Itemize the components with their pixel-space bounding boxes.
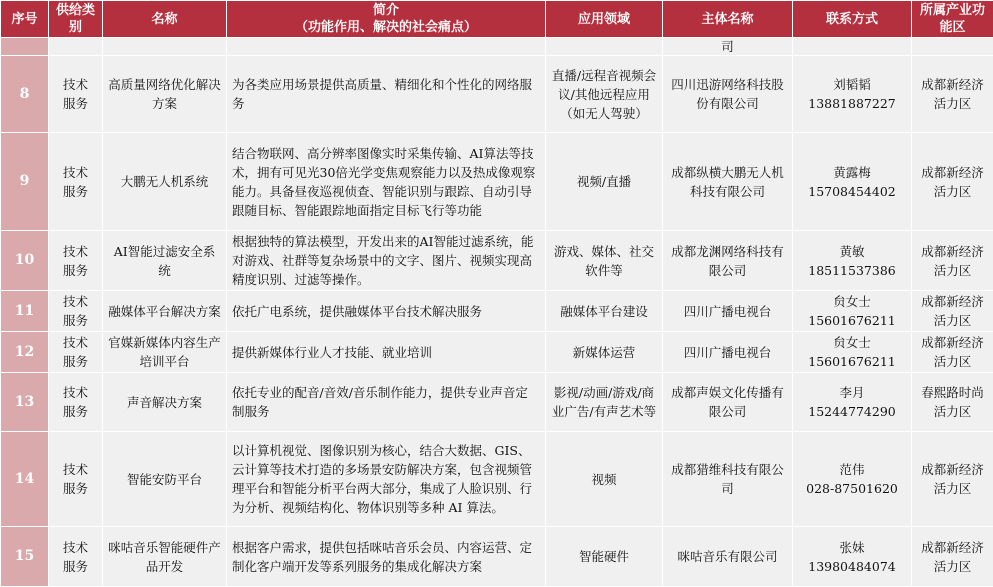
- contact-name: 范伟: [798, 460, 906, 479]
- cell-type: 技术服务: [49, 291, 103, 332]
- cell-zone: 成都新经济活力区: [912, 231, 993, 291]
- cell-contact: [793, 291, 912, 332]
- cell-seq: 14: [1, 432, 49, 527]
- header-name: 名称: [103, 1, 227, 38]
- cell-type: 技术服务: [49, 432, 103, 527]
- cell-intro: 以计算机视觉、图像识别为核心，结合大数据、GIS、云计算等技术打造的多场景安防解决方案，包含视频管理平台和智能分析平台两大部分，集成了人脸识别、行为分析、视频结构化、物体识别等多种 AI 算法。: [227, 432, 546, 527]
- contact-name: 黄露梅: [798, 163, 906, 182]
- cell-seq: 15: [1, 527, 49, 587]
- cell-entity: 咪咕音乐有限公司: [663, 527, 793, 587]
- contact-name: 贠女士: [798, 292, 906, 311]
- contact-phone: 028-87501620: [798, 479, 906, 498]
- cell-intro: 根据独特的算法模型，开发出来的AI智能过滤系统，能对游戏、社群等复杂场景中的文字、图片、视频实现高精度识别、过滤等操作。: [227, 231, 546, 291]
- cell-domain: 游戏、媒体、社交软件等: [546, 231, 663, 291]
- cell-zone: 成都新经济活力区: [912, 332, 993, 373]
- cell-contact: [793, 56, 912, 133]
- header-domain: 应用领域: [546, 1, 663, 38]
- cell-intro: 依托广电系统，提供融媒体平台技术解决服务: [227, 291, 546, 332]
- cell-seq: 8: [1, 56, 49, 133]
- cell-entity: 成都猎维科技有限公司: [663, 432, 793, 527]
- header-seq: 序号: [1, 1, 49, 38]
- cell-entity: 成都声娱文化传播有限公司: [663, 373, 793, 432]
- cell-seq: 13: [1, 373, 49, 432]
- cell-contact: [793, 527, 912, 587]
- cell-type: 技术服务: [49, 231, 103, 291]
- table-row: [1, 291, 993, 332]
- header-contact: 联系方式: [793, 1, 912, 38]
- cell-entity: 成都纵横大鹏无人机科技有限公司: [663, 133, 793, 231]
- cell-name: 官媒新媒体内容生产培训平台: [103, 332, 227, 373]
- cell-contact: [793, 432, 912, 527]
- cell-name: [103, 38, 227, 56]
- cell-seq: 9: [1, 133, 49, 231]
- cell-zone: 成都新经济活力区: [912, 432, 993, 527]
- cell-domain: 智能硬件: [546, 527, 663, 587]
- cell-entity: 四川广播电视台: [663, 291, 793, 332]
- cell-name: 智能安防平台: [103, 432, 227, 527]
- cell-type: 技术服务: [49, 527, 103, 587]
- cell-name: 大鹏无人机系统: [103, 133, 227, 231]
- cell-contact: [793, 133, 912, 231]
- cell-seq: [1, 38, 49, 56]
- cell-intro: 依托专业的配音/音效/音乐制作能力，提供专业声音定制服务: [227, 373, 546, 432]
- cell-zone: 成都新经济活力区: [912, 56, 993, 133]
- header-intro-title: 简介: [232, 2, 540, 19]
- cell-domain: 直播/远程音视频会议/其他远程应用（如无人驾驶）: [546, 56, 663, 133]
- header-entity: 主体名称: [663, 1, 793, 38]
- cell-domain: [546, 38, 663, 56]
- cell-entity: 成都龙渊网络科技有限公司: [663, 231, 793, 291]
- header-row: [1, 1, 993, 38]
- cell-zone: [912, 38, 993, 56]
- cell-zone: 成都新经济活力区: [912, 527, 993, 587]
- table-row: [1, 373, 993, 432]
- cell-name: 融媒体平台解决方案: [103, 291, 227, 332]
- cell-type: 技术服务: [49, 56, 103, 133]
- cell-type: 技术服务: [49, 373, 103, 432]
- cell-domain: 影视/动画/游戏/商业广告/有声艺术等: [546, 373, 663, 432]
- table-row: [1, 432, 993, 527]
- contact-phone: 13881887227: [798, 94, 906, 113]
- cell-entity: 司: [663, 38, 793, 56]
- cell-zone: 成都新经济活力区: [912, 133, 993, 231]
- table-row: [1, 231, 993, 291]
- contact-phone: 15244774290: [798, 402, 906, 421]
- header-zone: 所属产业功能区: [912, 1, 993, 38]
- cell-zone: 成都新经济活力区: [912, 291, 993, 332]
- cell-type: 技术服务: [49, 133, 103, 231]
- cell-type: [49, 38, 103, 56]
- cell-seq: 11: [1, 291, 49, 332]
- contact-phone: 15601676211: [798, 311, 906, 330]
- contact-name: 黄敏: [798, 242, 906, 261]
- cell-intro: 提供新媒体行业人才技能、就业培训: [227, 332, 546, 373]
- table-row: [1, 527, 993, 587]
- cell-seq: 10: [1, 231, 49, 291]
- contact-phone: 15601676211: [798, 352, 906, 371]
- contact-phone: 13980484074: [798, 557, 906, 576]
- cell-zone: 春熙路时尚活力区: [912, 373, 993, 432]
- cell-entity: 四川广播电视台: [663, 332, 793, 373]
- contact-name: 李月: [798, 383, 906, 402]
- table-row-partial: [1, 38, 993, 56]
- cell-intro: [227, 38, 546, 56]
- cell-name: AI智能过滤安全系统: [103, 231, 227, 291]
- cell-type: 技术服务: [49, 332, 103, 373]
- cell-name: 声音解决方案: [103, 373, 227, 432]
- contact-phone: 18511537386: [798, 261, 906, 280]
- cell-contact: [793, 373, 912, 432]
- table-row: [1, 332, 993, 373]
- contact-name: 贠女士: [798, 333, 906, 352]
- cell-entity: 四川迅游网络科技股份有限公司: [663, 56, 793, 133]
- cell-contact: [793, 38, 912, 56]
- cell-intro: 为各类应用场景提供高质量、精细化和个性化的网络服务: [227, 56, 546, 133]
- cell-domain: 视频: [546, 432, 663, 527]
- cell-name: 咪咕音乐智能硬件产品开发: [103, 527, 227, 587]
- cell-seq: 12: [1, 332, 49, 373]
- cell-contact: [793, 332, 912, 373]
- cell-domain: 融媒体平台建设: [546, 291, 663, 332]
- cell-name: 高质量网络优化解决方案: [103, 56, 227, 133]
- header-intro-sub: （功能作用、解决的社会痛点）: [232, 19, 540, 36]
- cell-contact: [793, 231, 912, 291]
- contact-phone: 15708454402: [798, 182, 906, 201]
- table-row: [1, 133, 993, 231]
- cell-intro: 结合物联网、高分辨率图像实时采集传输、AI算法等技术，拥有可见光30倍光学变焦观察能力以及热成像观察能力。具备昼夜巡视侦查、智能识别与跟踪、自动引导跟随目标、智能跟踪地面指定目标飞行等功能: [227, 133, 546, 231]
- cell-domain: 新媒体运营: [546, 332, 663, 373]
- contact-name: 刘韬韬: [798, 75, 906, 94]
- cell-domain: 视频/直播: [546, 133, 663, 231]
- header-intro: [227, 1, 546, 38]
- contact-name: 张妹: [798, 538, 906, 557]
- header-type: 供给类别: [49, 1, 103, 38]
- table-row: [1, 56, 993, 133]
- cell-intro: 根据客户需求，提供包括咪咕音乐会员、内容运营、定制化客户端开发等系列服务的集成化解决方案: [227, 527, 546, 587]
